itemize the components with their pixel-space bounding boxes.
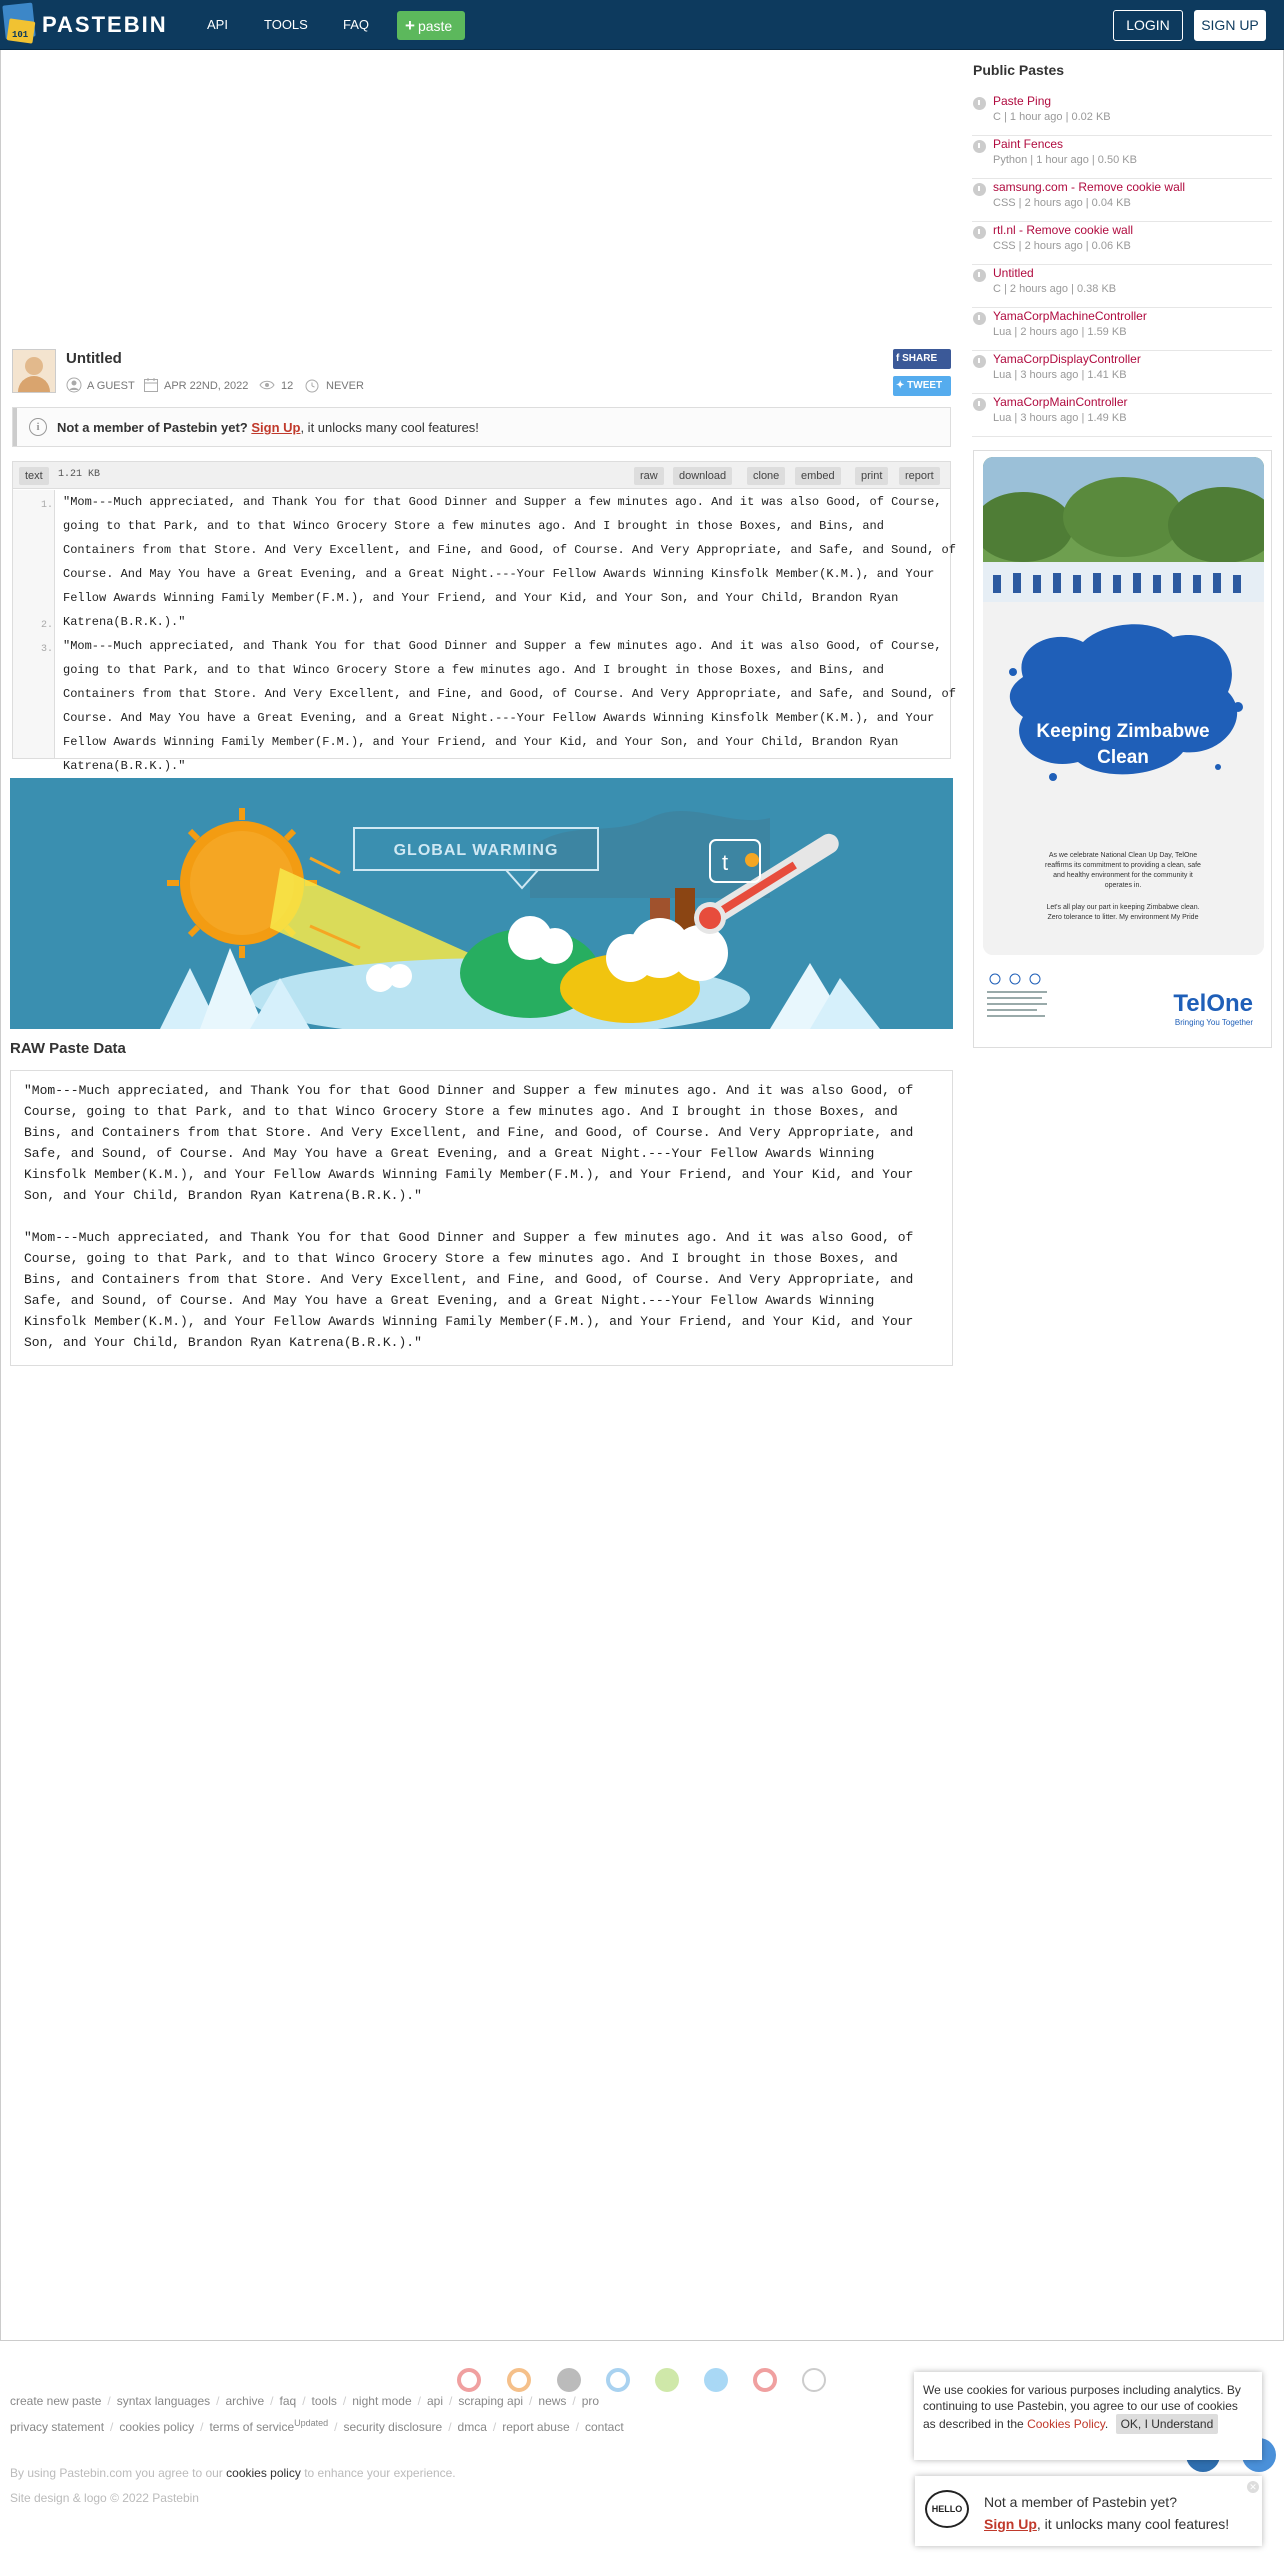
footer-link[interactable]: scraping api [458, 2394, 524, 2408]
pastebin-logo-icon[interactable]: 101 [2, 4, 36, 44]
ad-body-3: and healthy environment for the community it [1053, 872, 1193, 879]
signup-button[interactable]: SIGN UP [1194, 10, 1266, 41]
footer-separator: / [200, 2420, 204, 2434]
footer-separator: / [448, 2420, 452, 2434]
twitter-icon: ✦ [896, 380, 908, 391]
public-paste-meta: Lua | 2 hours ago | 1.59 KB [993, 326, 1127, 338]
ad-body-6: Zero tolerance to litter. My environment My Pride [1047, 914, 1199, 921]
public-paste-title[interactable]: Paste Ping [993, 94, 1052, 108]
clock-icon [973, 97, 986, 110]
agree-cookies-link[interactable]: cookies policy [226, 2466, 301, 2480]
footer-link[interactable]: faq [279, 2394, 297, 2408]
promo-suffix: , it unlocks many cool features! [1036, 2516, 1230, 2532]
public-paste-meta: Python | 1 hour ago | 0.50 KB [993, 154, 1137, 166]
new-paste-label: paste [417, 18, 453, 34]
paste-title: Untitled [66, 350, 122, 367]
footer-link[interactable]: news [538, 2394, 567, 2408]
facebook-icon: f [896, 353, 903, 364]
public-paste-item[interactable] [972, 179, 1272, 222]
footer-link[interactable]: api [426, 2394, 443, 2408]
line-number-gutter [13, 490, 55, 758]
public-paste-item[interactable] [972, 136, 1272, 179]
public-paste-title[interactable]: YamaCorpMachineController [993, 309, 1147, 323]
footer-separator: / [216, 2394, 220, 2408]
footer-separator: / [342, 2394, 347, 2408]
public-paste-title[interactable]: YamaCorpMainController [993, 395, 1128, 409]
public-paste-meta: Lua | 3 hours ago | 1.41 KB [993, 369, 1127, 381]
footer-separator: / [110, 2420, 114, 2434]
syntax-tag[interactable]: text [19, 467, 49, 485]
paste-date: APR 22ND, 2022 [164, 380, 249, 392]
cookie-consent-popup: We use cookies for various purposes including analytics. By continuing to use Pastebin, you agree to our use of cookies as described in the Cookies Policy. OK, I Understand [914, 2372, 1262, 2460]
footer-separator: / [529, 2394, 533, 2408]
expire-clock-icon [304, 377, 320, 393]
ad-body-1: As we celebrate National Clean Up Day, TelOne [1048, 852, 1198, 859]
cookie-policy-link[interactable]: Cookies Policy [1027, 2417, 1105, 2431]
raw-paragraph-1: "Mom---Much appreciated, and Thank You for that Good Dinner and Supper a few minutes ago. And it was also Good, of Course, going to that Park, and to that Winco Grocery Store a few minutes ago. And I brought in those Boxes, and Bins, and Containers from that Store. And Very Excellent, and Fine, and Good, of Course. And Very Appropriate, and Safe, and Sound, of Course. And May You have a Great Evening, and a Great Night.---Your Fellow Awards Winning Kinsfolk Member(K.M.), and Your Fellow Awards Winning Family Member(F.M.), and Your Friend, and Your Kid, and Your Son, and Your Child, Brandon Ryan Katrena(B.R.K.)." [24, 1083, 914, 1203]
paste-author[interactable]: A GUEST [87, 380, 135, 392]
clock-icon [973, 269, 986, 282]
close-icon[interactable]: ✕ [1247, 2481, 1259, 2493]
agree-prefix: By using Pastebin.com you agree to our [10, 2466, 223, 2480]
footer-link[interactable]: contact [584, 2420, 624, 2434]
line-number: 1. [40, 500, 53, 511]
notice-signup-link[interactable]: Sign Up [251, 420, 301, 435]
raw-button[interactable]: raw [634, 467, 664, 485]
signup-notice [12, 407, 951, 447]
clock-icon [973, 140, 986, 153]
footer-links-row-2 [10, 2418, 624, 2434]
ad-body-4: operates in. [1104, 882, 1142, 889]
hello-bubble-icon: HELLO [925, 2490, 969, 2528]
line-number: 2. [40, 620, 53, 631]
login-button[interactable]: LOGIN [1113, 10, 1183, 41]
paste-size: 1.21 KB [58, 469, 101, 480]
global-warming-ad-banner[interactable] [10, 778, 953, 1029]
footer-link[interactable]: privacy statement [10, 2420, 105, 2434]
promo-signup-link[interactable]: Sign Up [984, 2516, 1037, 2532]
footer-copyright: Site design & logo © 2022 Pastebin [10, 2491, 199, 2505]
footer-link[interactable]: night mode [352, 2394, 412, 2408]
download-button[interactable]: download [673, 467, 732, 485]
windows-icon[interactable] [606, 2368, 630, 2392]
public-paste-title[interactable]: samsung.com - Remove cookie wall [993, 180, 1186, 194]
firefox-icon[interactable] [507, 2368, 531, 2392]
footer-separator: / [334, 2420, 338, 2434]
public-paste-meta: C | 1 hour ago | 0.02 KB [993, 111, 1111, 123]
svg-text:t: t [722, 850, 729, 875]
nav-api[interactable]: API [207, 17, 228, 32]
ios-icon[interactable] [557, 2368, 581, 2392]
public-paste-title[interactable]: Paint Fences [993, 137, 1064, 151]
ad-body-5: Let's all play our part in keeping Zimbabwe clean. [1046, 904, 1200, 911]
plus-icon: + [405, 16, 415, 35]
footer-link[interactable]: syntax languages [116, 2394, 211, 2408]
footer-link[interactable]: dmca [457, 2420, 487, 2434]
public-paste-item[interactable] [972, 265, 1272, 308]
linux-icon[interactable] [802, 2368, 826, 2392]
public-paste-item[interactable] [972, 351, 1272, 394]
line-number: 3. [40, 644, 53, 655]
footer-separator: / [575, 2420, 579, 2434]
signup-promo-popup [915, 2476, 1262, 2546]
top-navbar [0, 0, 1284, 50]
tweet-label: TWEET [907, 380, 943, 391]
eye-icon [259, 377, 275, 393]
telone-ad[interactable] [973, 450, 1272, 1048]
mac-icon[interactable] [704, 2368, 728, 2392]
clock-icon [973, 183, 986, 196]
paste-code-box [12, 461, 956, 773]
footer-separator: / [107, 2394, 111, 2408]
footer-separator: / [572, 2394, 576, 2408]
share-label: SHARE [902, 353, 938, 364]
raw-paste-heading: RAW Paste Data [10, 1040, 126, 1057]
paste-views: 12 [281, 380, 294, 392]
footer-separator: / [302, 2394, 306, 2408]
clock-icon [973, 226, 986, 239]
clone-button[interactable]: clone [747, 467, 785, 485]
notice-suffix: , it unlocks many cool features! [300, 420, 479, 435]
public-paste-item[interactable] [972, 222, 1272, 265]
ad-headline-2: Clean [1097, 747, 1149, 768]
site-logo-text[interactable]: PASTEBIN [42, 12, 168, 37]
info-icon: i [29, 418, 47, 436]
public-paste-item[interactable] [972, 93, 1272, 136]
telone-tagline: Bringing You Together [1174, 1018, 1253, 1027]
banner-headline: GLOBAL WARMING [393, 842, 559, 859]
footer-link[interactable]: security disclosure [343, 2420, 443, 2434]
frame-bottom-border [0, 2340, 1284, 2341]
agree-suffix: to enhance your experience. [304, 2466, 456, 2480]
footer-link[interactable]: cookies policy [119, 2420, 195, 2434]
public-paste-title[interactable]: YamaCorpDisplayController [993, 352, 1141, 366]
chrome-icon[interactable] [457, 2368, 481, 2392]
cookie-ok-button[interactable]: OK, I Understand [1116, 2414, 1219, 2434]
code-line-3: "Mom---Much appreciated, and Thank You for that Good Dinner and Supper a few minutes ago. And it was also Good, of Course, going to that Park, and to that Winco Grocery Store a few minutes ago. And I brought in those Boxes, and Bins, and Containers from that Store. And Very Excellent, and Fine, and Good, of Course. And Very Appropriate, and Safe, and Sound, of Course. And May You have a Great Evening, and a Great Night.---Your Fellow Awards Winning Kinsfolk Member(K.M.), and Your Fellow Awards Winning Family Member(F.M.), and Your Friend, and Your Kid, and Your Son, and Your Child, Brandon Ryan Katrena(B.R.K.)." [63, 639, 956, 773]
clock-icon [973, 312, 986, 325]
opera-icon[interactable] [753, 2368, 777, 2392]
facebook-share-button[interactable] [893, 349, 951, 369]
public-paste-meta: Lua | 3 hours ago | 1.49 KB [993, 412, 1127, 424]
nav-faq[interactable]: FAQ [343, 17, 370, 32]
footer-separator: / [492, 2420, 497, 2434]
print-button[interactable]: print [855, 467, 888, 485]
footer-link[interactable]: pro [581, 2394, 600, 2408]
public-pastes-heading: Public Pastes [973, 62, 1065, 78]
frame-left-border [0, 50, 1, 2340]
footer-link[interactable]: tools [311, 2394, 337, 2408]
public-paste-title[interactable]: rtl.nl - Remove cookie wall [993, 223, 1134, 237]
promo-line-1: Not a member of Pastebin yet? [984, 2494, 1177, 2510]
guest-avatar [12, 349, 56, 393]
new-paste-button[interactable] [397, 11, 465, 40]
android-icon[interactable] [655, 2368, 679, 2392]
footer-separator: / [448, 2394, 453, 2408]
raw-paragraph-2: "Mom---Much appreciated, and Thank You for that Good Dinner and Supper a few minutes ago. And it was also Good, of Course, going to that Park, and to that Winco Grocery Store a few minutes ago. And I brought in those Boxes, and Bins, and Containers from that Store. And Very Excellent, and Fine, and Good, of Course. And Very Appropriate, and Safe, and Sound, of Course. And May You have a Great Evening, and a Great Night.---Your Fellow Awards Winning Kinsfolk Member(K.M.), and Your Fellow Awards Winning Family Member(F.M.), and Your Friend, and Your Kid, and Your Son, and Your Child, Brandon Ryan Katrena(B.R.K.)." [24, 1230, 914, 1350]
footer-link[interactable]: report abuse [502, 2420, 570, 2434]
ad-body-2: reaffirms its commitment to providing a clean, safe [1045, 862, 1201, 869]
footer-link[interactable]: terms of service [209, 2420, 295, 2434]
public-paste-title[interactable]: Untitled [993, 266, 1034, 280]
updated-badge: Updated [294, 2418, 329, 2428]
footer-agree-text [10, 2466, 456, 2480]
paste-expiration: NEVER [326, 380, 364, 392]
calendar-icon [143, 377, 159, 393]
footer-link[interactable]: create new paste [10, 2394, 102, 2408]
embed-button[interactable]: embed [795, 467, 841, 485]
public-paste-item[interactable] [972, 308, 1272, 351]
clock-icon [973, 398, 986, 411]
ad-poster [983, 457, 1264, 955]
code-line-1: "Mom---Much appreciated, and Thank You for that Good Dinner and Supper a few minutes ago. And it was also Good, of Course, going to that Park, and to that Winco Grocery Store a few minutes ago. And I brought in those Boxes, and Bins, and Containers from that Store. And Very Excellent, and Fine, and Good, of Course. And Very Appropriate, and Safe, and Sound, of Course. And May You have a Great Evening, and a Great Night.---Your Fellow Awards Winning Kinsfolk Member(K.M.), and Your Fellow Awards Winning Family Member(F.M.), and Your Friend, and Your Kid, and Your Son, and Your Child, Brandon Ryan Katrena(B.R.K.)." [63, 495, 956, 629]
ad-headline-1: Keeping Zimbabwe [1036, 721, 1210, 742]
footer-separator: / [417, 2394, 421, 2408]
public-paste-item[interactable] [972, 394, 1272, 437]
footer-separator: / [270, 2394, 274, 2408]
nav-tools[interactable]: TOOLS [264, 17, 308, 32]
report-button[interactable]: report [899, 467, 940, 485]
public-paste-meta: C | 2 hours ago | 0.38 KB [993, 283, 1117, 295]
clock-icon [973, 355, 986, 368]
cookie-text: We use cookies for various purposes including analytics. By continuing to use Pastebin, you agree to our use of cookies as described in the [923, 2383, 1241, 2431]
notice-prefix: Not a member of Pastebin yet? [57, 420, 248, 435]
code-toolbar [13, 462, 950, 489]
footer-links-row-1 [10, 2394, 599, 2408]
footer-link[interactable]: archive [225, 2394, 265, 2408]
promo-line-2 [984, 2516, 1229, 2532]
public-paste-meta: CSS | 2 hours ago | 0.06 KB [993, 240, 1131, 252]
twitter-tweet-button[interactable] [893, 376, 951, 396]
telone-logo: TelOne [1173, 990, 1253, 1017]
user-icon [66, 377, 82, 393]
raw-paste-textarea[interactable] [10, 1070, 953, 1366]
public-paste-meta: CSS | 2 hours ago | 0.04 KB [993, 197, 1131, 209]
